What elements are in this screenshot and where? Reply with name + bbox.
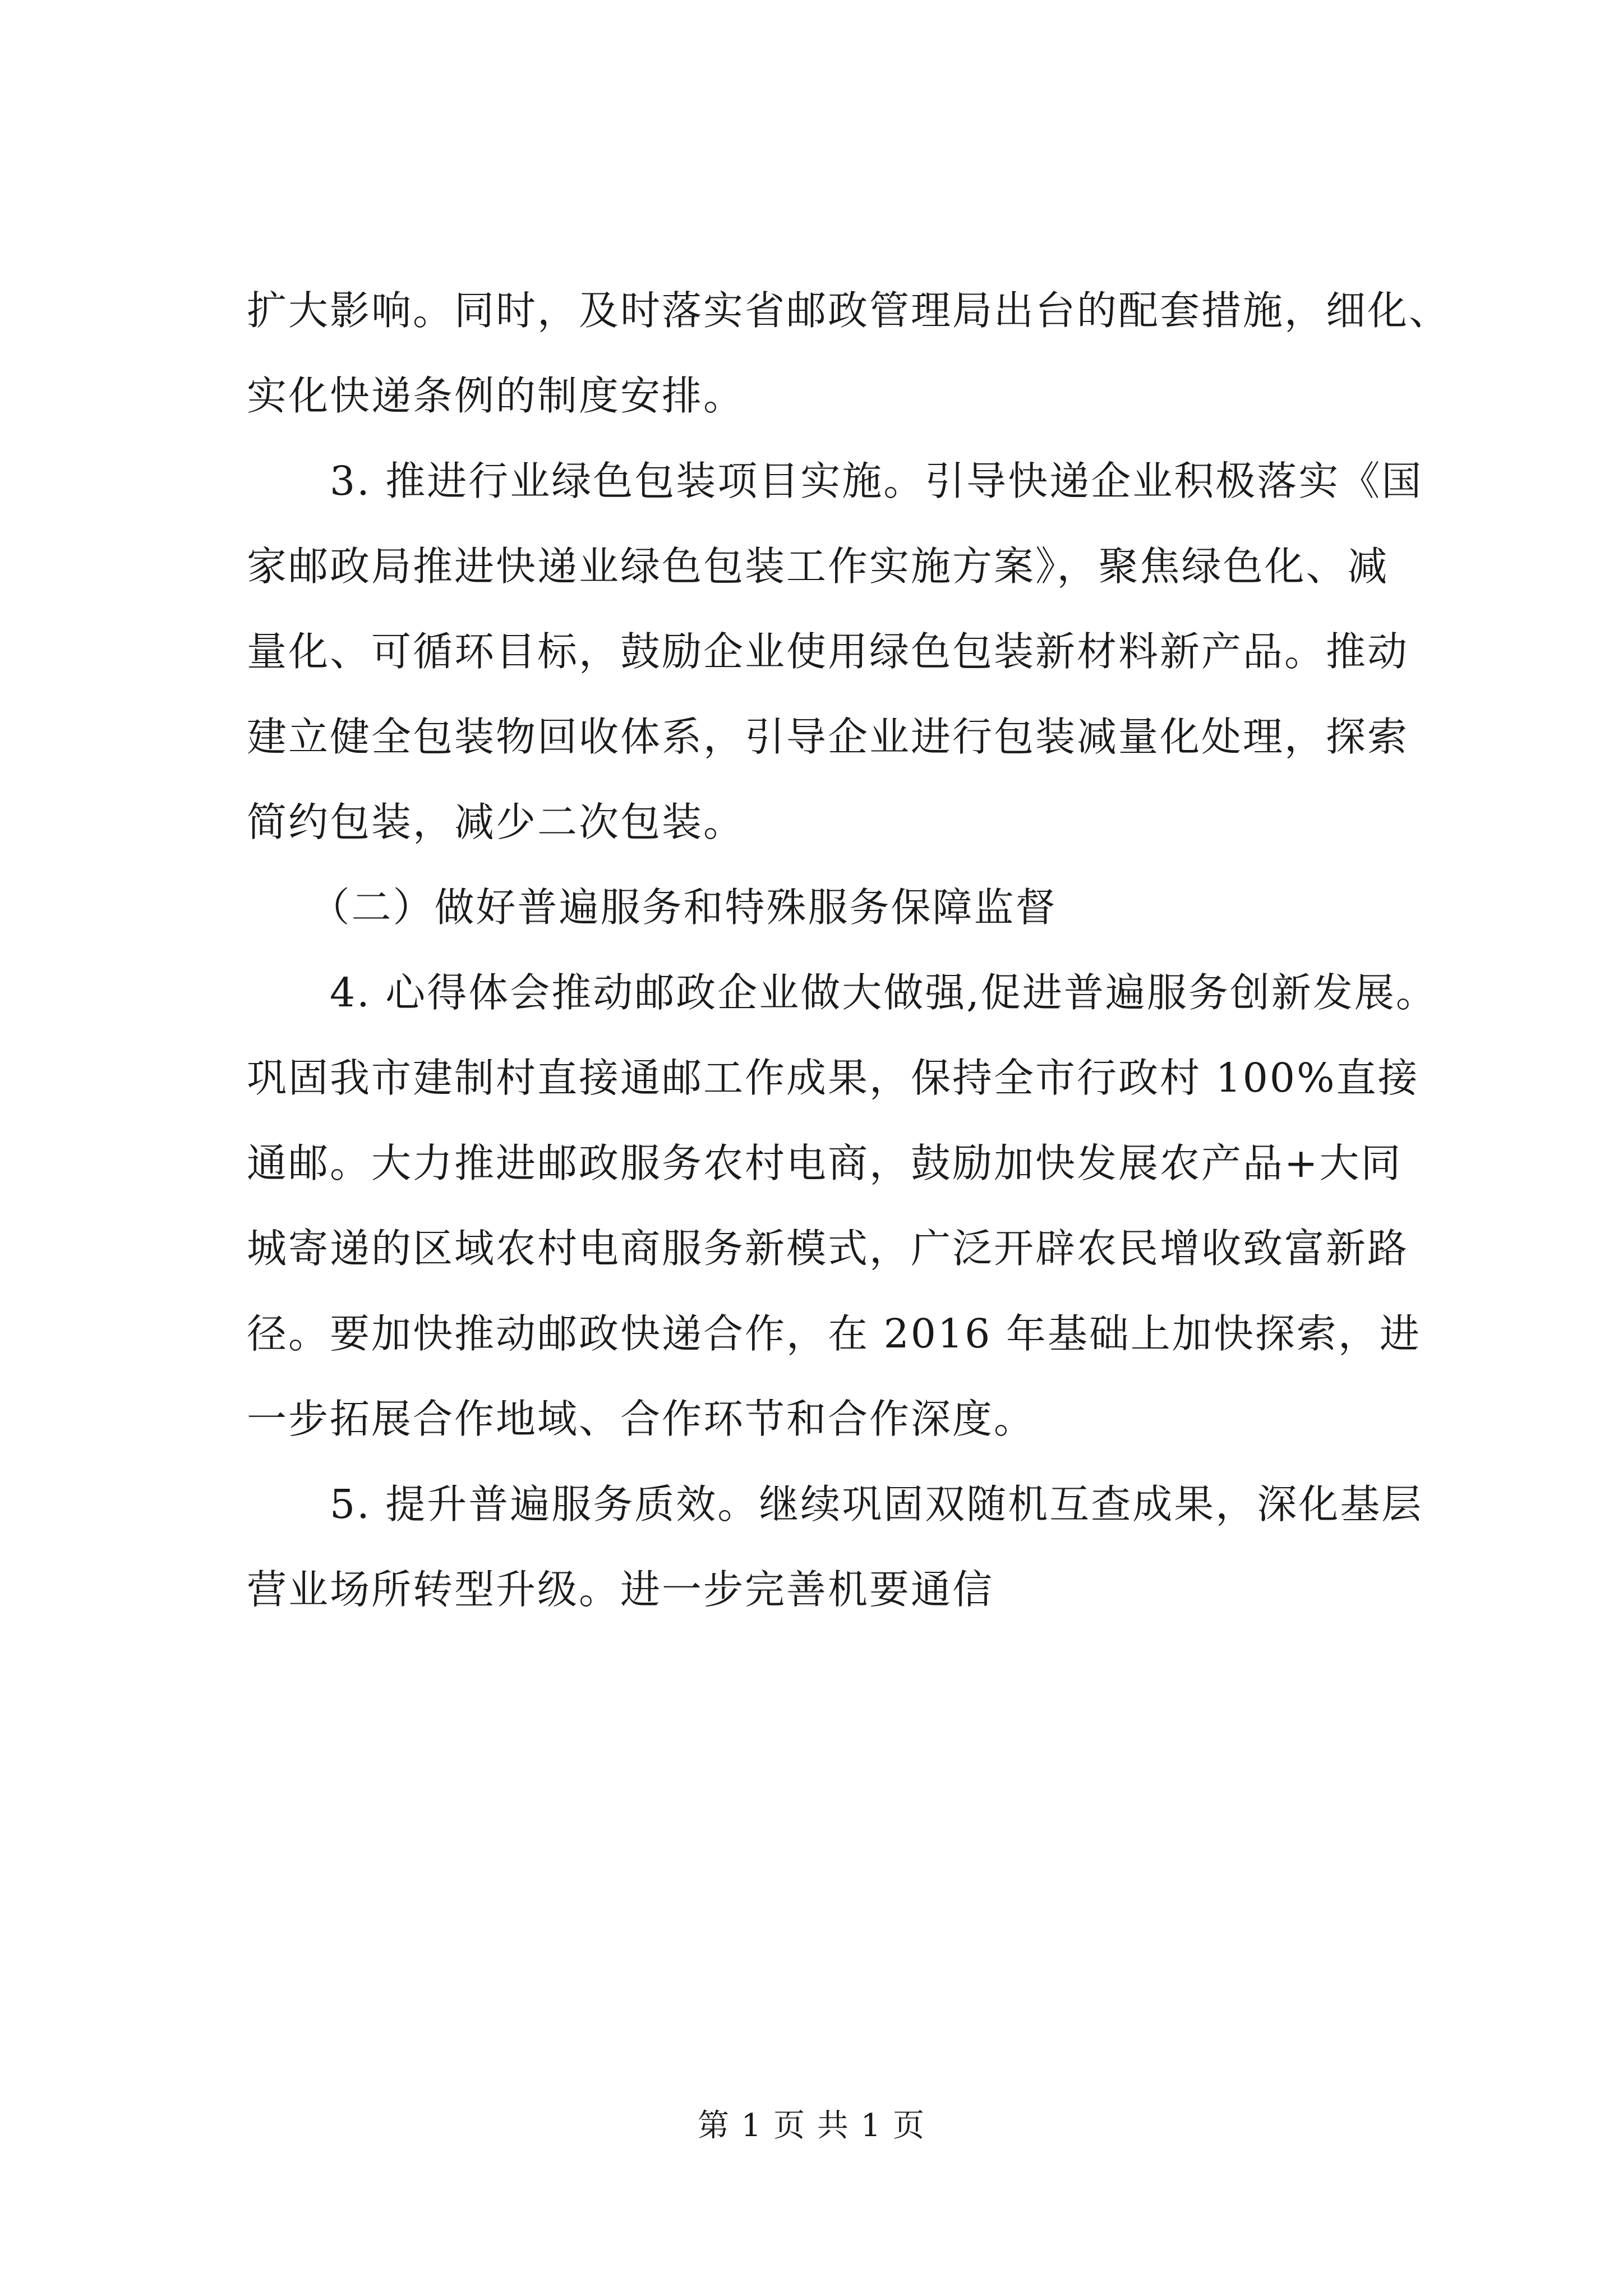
text-line: 5. 提升普遍服务质效。继续巩固双随机互查成果，深化基层 xyxy=(247,1481,1423,1527)
text-line: 城寄递的区域农村电商服务新模式，广泛开辟农民增收致富新路 xyxy=(247,1225,1409,1272)
text-line: 量化、可循环目标，鼓励企业使用绿色包装新材料新产品。推动 xyxy=(247,628,1409,675)
text-line: 径。要加快推动邮政快递合作，在 2016 年基础上加快探索，进 xyxy=(247,1310,1421,1357)
text-line: 一步拓展合作地域、合作环节和合作深度。 xyxy=(247,1396,1036,1442)
text-line: 3. 推进行业绿色包装项目实施。引导快递企业积极落实《国 xyxy=(247,458,1423,504)
text-line: 家邮政局推进快递业绿色包装工作实施方案》，聚焦绿色化、减 xyxy=(247,543,1389,590)
section-heading: （二）做好普遍服务和特殊服务保障监督 xyxy=(247,884,1057,931)
text-line: 实化快递条例的制度安排。 xyxy=(247,372,745,419)
body-text xyxy=(247,268,1451,1632)
text-line: 巩固我市建制村直接通邮工作成果，保持全市行政村 100%直接 xyxy=(247,1055,1419,1101)
text-line: 通邮。大力推进邮政服务农村电商，鼓励加快发展农产品+大同 xyxy=(247,1140,1403,1186)
text-line: 建立健全包装物回收体系，引导企业进行包装减量化处理，探索 xyxy=(247,714,1409,760)
text-line: 4. 心得体会推动邮政企业做大做强,促进普遍服务创新发展。 xyxy=(247,969,1437,1016)
page-number-footer: 第 1 页 共 1 页 xyxy=(697,2108,926,2144)
text-line: 营业场所转型升级。进一步完善机要通信 xyxy=(247,1566,994,1613)
text-line: 简约包装，减少二次包装。 xyxy=(247,799,745,845)
text-line: 扩大影响。同时，及时落实省邮政管理局出台的配套措施，细化、 xyxy=(247,287,1451,334)
